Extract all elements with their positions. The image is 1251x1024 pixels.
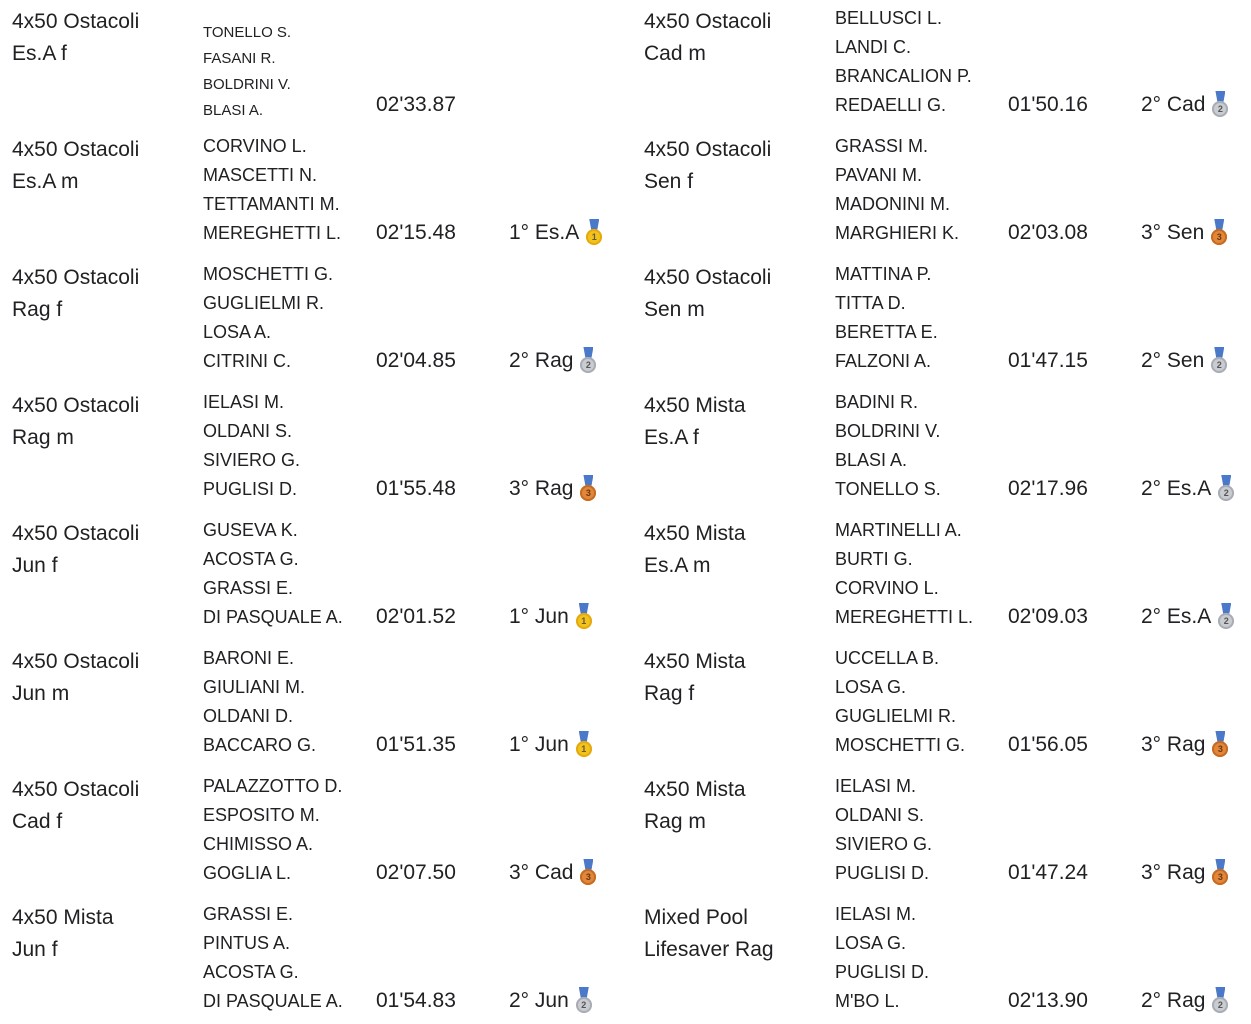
placement [509, 602, 592, 632]
event-name: 4x50 Mista Es.A f [644, 394, 746, 449]
result-row [632, 768, 1251, 896]
result-time: 01'47.15 [1008, 349, 1088, 372]
result-time: 01'50.16 [1008, 93, 1088, 116]
swimmer-name: OLDANI S. [835, 805, 925, 825]
swimmer-name: MASCETTI N. [203, 165, 318, 185]
medal-disc: 2 [1212, 101, 1228, 117]
swimmer-name: BOLDRINI V. [203, 76, 291, 93]
placement [1141, 602, 1234, 632]
bronze-medal-icon [1211, 219, 1227, 245]
event-name: 4x50 Ostacoli Rag m [12, 394, 140, 449]
result-row [632, 896, 1251, 1024]
placement [509, 474, 596, 504]
swimmer-name: OLDANI S. [203, 421, 293, 441]
swimmer-name: TONELLO S. [203, 24, 292, 41]
swimmer-name: BARONI E. [203, 648, 295, 668]
silver-medal-icon [1211, 347, 1227, 373]
swimmer-name: MEREGHETTI L. [203, 223, 342, 243]
medal-disc: 3 [580, 485, 596, 501]
swimmer-name: MOSCHETTI G. [203, 264, 333, 284]
swimmer-name: TONELLO S. [835, 479, 941, 499]
result-row [0, 128, 626, 256]
placement-label: 2° Rag [1141, 989, 1206, 1012]
swimmer-name: FALZONI A. [835, 351, 932, 371]
swimmer-name: DI PASQUALE A. [203, 607, 343, 627]
relay-team-names [203, 768, 383, 884]
relay-team-names [203, 18, 383, 122]
relay-team-names [835, 640, 1015, 756]
relay-team-names [835, 128, 1015, 244]
placement-label: 3° Rag [509, 477, 574, 500]
swimmer-name: BOLDRINI V. [835, 421, 941, 441]
swimmer-name: PINTUS A. [203, 933, 291, 953]
result-row [0, 384, 626, 512]
relay-team-names [835, 256, 1015, 372]
swimmer-name: ACOSTA G. [203, 962, 299, 982]
swimmer-name: CORVINO L. [835, 578, 939, 598]
swimmer-name: BACCARO G. [203, 735, 317, 755]
swimmer-name: BRANCALION P. [835, 66, 972, 86]
placement-label: 1° Es.A [509, 221, 580, 244]
swimmer-name: SIVIERO G. [203, 450, 301, 470]
relay-team-names [203, 512, 383, 628]
medal-disc: 1 [586, 229, 602, 245]
swimmer-name: GRASSI M. [835, 136, 929, 156]
swimmer-name: MADONINI M. [835, 194, 950, 214]
silver-medal-icon [1218, 603, 1234, 629]
swimmer-name: GUSEVA K. [203, 520, 298, 540]
event-name: 4x50 Mista Es.A m [644, 522, 746, 577]
bronze-medal-icon [1212, 859, 1228, 885]
placement-label: 2° Es.A [1141, 477, 1212, 500]
swimmer-name: MARGHIERI K. [835, 223, 960, 243]
placement [1141, 90, 1228, 120]
result-row [0, 256, 626, 384]
placement [509, 858, 596, 888]
swimmer-name: GUGLIELMI R. [203, 293, 325, 313]
placement [509, 218, 602, 248]
medal-disc: 2 [576, 997, 592, 1013]
result-row [0, 0, 626, 128]
swimmer-name: FASANI R. [203, 50, 276, 67]
placement-label: 3° Sen [1141, 221, 1205, 244]
swimmer-name: IELASI M. [203, 392, 285, 412]
placement-label: 3° Rag [1141, 733, 1206, 756]
swimmer-name: BERETTA E. [835, 322, 938, 342]
event-name: 4x50 Ostacoli Jun m [12, 650, 140, 705]
swimmer-name: BLASI A. [835, 450, 908, 470]
swimmer-name: PUGLISI D. [835, 863, 930, 883]
swimmer-name: PUGLISI D. [835, 962, 930, 982]
silver-medal-icon [576, 987, 592, 1013]
result-time: 01'51.35 [376, 733, 456, 756]
swimmer-name: MARTINELLI A. [835, 520, 962, 540]
placement [1141, 474, 1234, 504]
result-row [0, 896, 626, 1024]
result-time: 02'07.50 [376, 861, 456, 884]
swimmer-name: MEREGHETTI L. [835, 607, 974, 627]
swimmer-name: BLASI A. [203, 102, 264, 119]
relay-team-names [835, 896, 1015, 1012]
result-row [632, 384, 1251, 512]
swimmer-name: MOSCHETTI G. [835, 735, 965, 755]
swimmer-name: REDAELLI G. [835, 95, 947, 115]
gold-medal-icon [576, 731, 592, 757]
relay-team-names [203, 896, 383, 1012]
swimmer-name: LOSA G. [835, 933, 907, 953]
swimmer-name: MATTINA P. [835, 264, 932, 284]
placement-label: 2° Jun [509, 989, 569, 1012]
results-column-right [632, 0, 1251, 1024]
event-name: 4x50 Ostacoli Sen m [644, 266, 772, 321]
swimmer-name: UCCELLA B. [835, 648, 940, 668]
medal-disc: 2 [1218, 613, 1234, 629]
placement-label: 3° Cad [509, 861, 574, 884]
medal-disc: 2 [1212, 997, 1228, 1013]
silver-medal-icon [1212, 987, 1228, 1013]
swimmer-name: GUGLIELMI R. [835, 706, 957, 726]
event-name: 4x50 Ostacoli Jun f [12, 522, 140, 577]
medal-disc: 1 [576, 741, 592, 757]
swimmer-name: BELLUSCI L. [835, 8, 943, 28]
result-time: 01'56.05 [1008, 733, 1088, 756]
result-time: 01'55.48 [376, 477, 456, 500]
swimmer-name: IELASI M. [835, 776, 917, 796]
swimmer-name: IELASI M. [835, 904, 917, 924]
medal-disc: 2 [580, 357, 596, 373]
result-time: 01'47.24 [1008, 861, 1088, 884]
event-name: 4x50 Mista Rag f [644, 650, 746, 705]
swimmer-name: GIULIANI M. [203, 677, 306, 697]
swimmer-name: BURTI G. [835, 549, 913, 569]
swimmer-name: LANDI C. [835, 37, 912, 57]
swimmer-name: PUGLISI D. [203, 479, 298, 499]
bronze-medal-icon [580, 475, 596, 501]
event-name: 4x50 Mista Jun f [12, 906, 114, 961]
swimmer-name: ESPOSITO M. [203, 805, 320, 825]
medal-disc: 3 [1211, 229, 1227, 245]
swimmer-name: LOSA A. [203, 322, 272, 342]
placement-label: 2° Es.A [1141, 605, 1212, 628]
placement-label: 2° Rag [509, 349, 574, 372]
medal-disc: 3 [580, 869, 596, 885]
event-name: 4x50 Ostacoli Es.A f [12, 10, 140, 65]
swimmer-name: PAVANI M. [835, 165, 923, 185]
result-row [632, 128, 1251, 256]
result-time: 02'03.08 [1008, 221, 1088, 244]
placement-label: 1° Jun [509, 605, 569, 628]
placement-label: 2° Sen [1141, 349, 1205, 372]
swimmer-name: TITTA D. [835, 293, 906, 313]
silver-medal-icon [1218, 475, 1234, 501]
swimmer-name: CITRINI C. [203, 351, 291, 371]
event-name: 4x50 Ostacoli Rag f [12, 266, 140, 321]
result-time: 02'15.48 [376, 221, 456, 244]
medal-disc: 3 [1212, 741, 1228, 757]
swimmer-name: LOSA G. [835, 677, 907, 697]
relay-team-names [203, 640, 383, 756]
medal-disc: 3 [1212, 869, 1228, 885]
placement [509, 730, 592, 760]
result-row [632, 640, 1251, 768]
placement-label: 3° Rag [1141, 861, 1206, 884]
result-row [632, 512, 1251, 640]
placement-label: 2° Cad [1141, 93, 1206, 116]
relay-team-names [203, 128, 383, 244]
swimmer-name: SIVIERO G. [835, 834, 933, 854]
gold-medal-icon [586, 219, 602, 245]
medal-disc: 1 [576, 613, 592, 629]
swimmer-name: BADINI R. [835, 392, 919, 412]
result-time: 01'54.83 [376, 989, 456, 1012]
result-row [632, 256, 1251, 384]
placement [1141, 218, 1227, 248]
bronze-medal-icon [1212, 731, 1228, 757]
relay-team-names [835, 512, 1015, 628]
placement [1141, 730, 1228, 760]
result-row [0, 768, 626, 896]
swimmer-name: DI PASQUALE A. [203, 991, 343, 1011]
placement-label: 1° Jun [509, 733, 569, 756]
placement [1141, 346, 1227, 376]
result-time: 02'13.90 [1008, 989, 1088, 1012]
relay-team-names [835, 768, 1015, 884]
medal-disc: 2 [1211, 357, 1227, 373]
result-row [0, 512, 626, 640]
result-row [0, 640, 626, 768]
result-time: 02'09.03 [1008, 605, 1088, 628]
relay-team-names [835, 384, 1015, 500]
result-time: 02'17.96 [1008, 477, 1088, 500]
gold-medal-icon [576, 603, 592, 629]
placement [1141, 858, 1228, 888]
bronze-medal-icon [580, 859, 596, 885]
swimmer-name: GOGLIA L. [203, 863, 292, 883]
relay-team-names [835, 0, 1015, 116]
result-time: 02'04.85 [376, 349, 456, 372]
event-name: 4x50 Ostacoli Sen f [644, 138, 772, 193]
swimmer-name: CORVINO L. [203, 136, 307, 156]
silver-medal-icon [580, 347, 596, 373]
swimmer-name: GRASSI E. [203, 578, 294, 598]
swimmer-name: GRASSI E. [203, 904, 294, 924]
relay-team-names [203, 256, 383, 372]
swimmer-name: TETTAMANTI M. [203, 194, 340, 214]
swimmer-name: ACOSTA G. [203, 549, 299, 569]
event-name: 4x50 Ostacoli Cad m [644, 10, 772, 65]
result-time: 02'33.87 [376, 93, 456, 116]
swimmer-name: OLDANI D. [203, 706, 294, 726]
medal-disc: 2 [1218, 485, 1234, 501]
event-name: 4x50 Ostacoli Cad f [12, 778, 140, 833]
event-name: Mixed Pool Lifesaver Rag [644, 906, 774, 961]
swimmer-name: CHIMISSO A. [203, 834, 314, 854]
placement [509, 346, 596, 376]
result-row [632, 0, 1251, 128]
silver-medal-icon [1212, 91, 1228, 117]
result-time: 02'01.52 [376, 605, 456, 628]
event-name: 4x50 Ostacoli Es.A m [12, 138, 140, 193]
swimmer-name: M'BO L. [835, 991, 900, 1011]
swimmer-name: PALAZZOTTO D. [203, 776, 343, 796]
event-name: 4x50 Mista Rag m [644, 778, 746, 833]
relay-team-names [203, 384, 383, 500]
